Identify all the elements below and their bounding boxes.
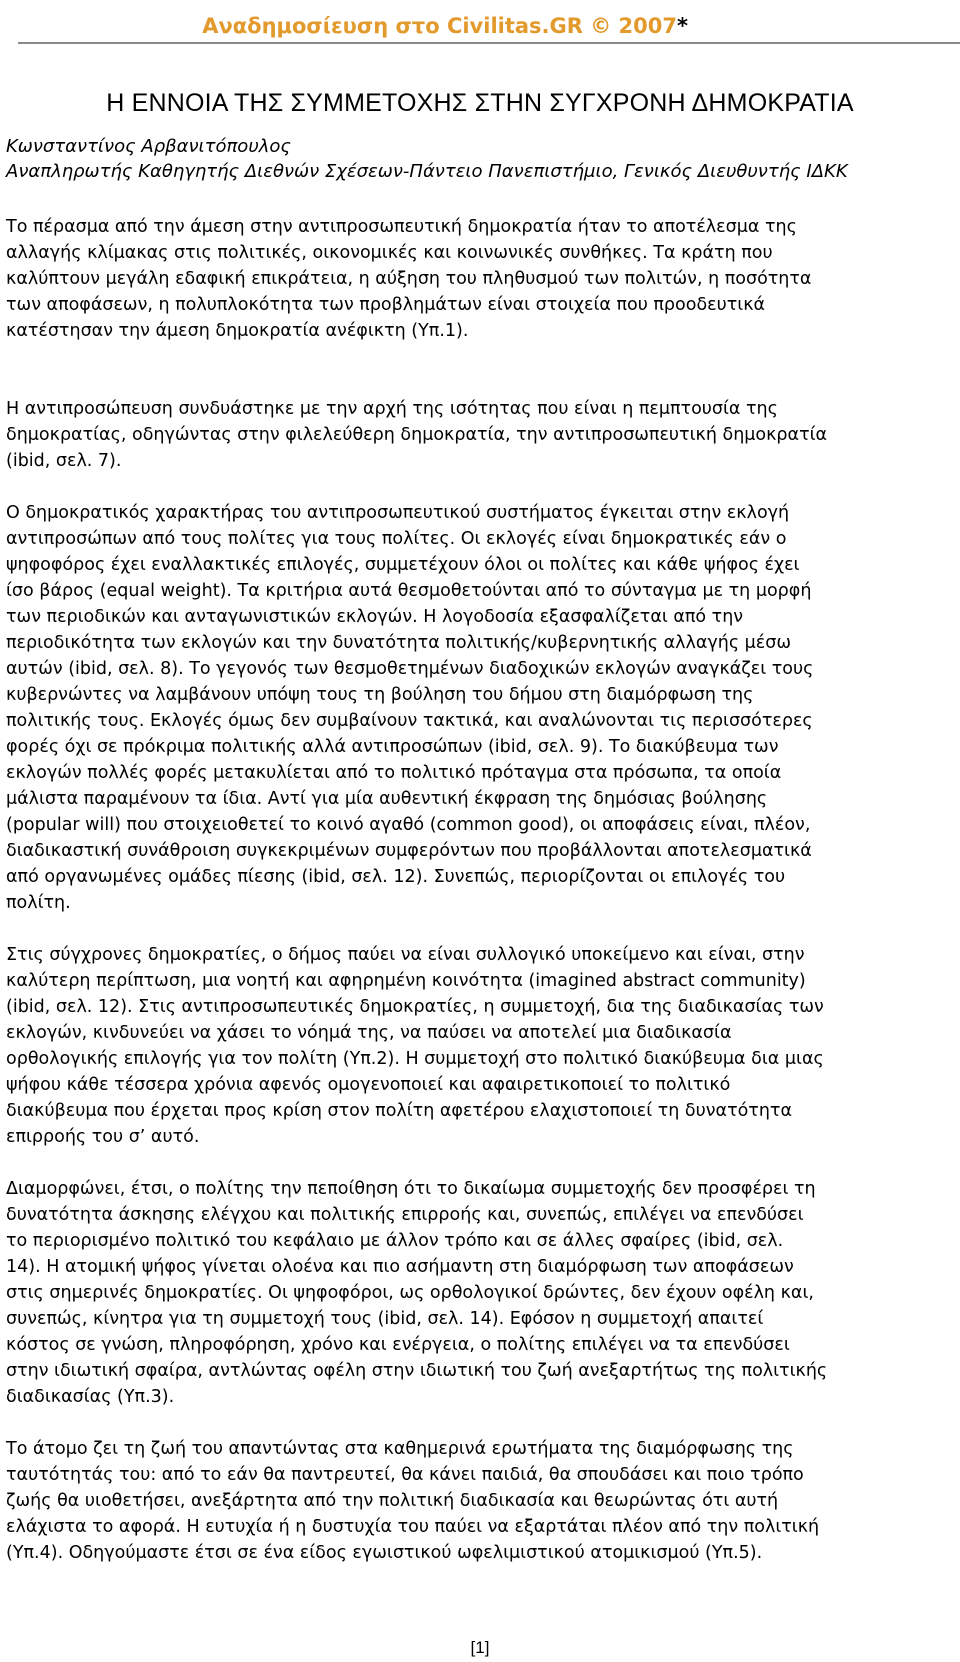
- republication-notice: [202, 14, 688, 38]
- paragraph-line: ίσο βάρος (equal weight). Τα κριτήρια αυτά θεσμοθετούνται από το σύνταγμα με τη μορφή: [6, 581, 812, 601]
- paragraph-line: (Υπ.4). Οδηγούμαστε έτσι σε ένα είδος εγωιστικού ωφελιμιστικού ατομικισμού (Υπ.5).: [6, 1543, 763, 1563]
- paragraph-line: κυβερνώντες να λαμβάνουν υπόψη τους τη βούληση του δήμου στη διαμόρφωση της: [6, 685, 754, 705]
- paragraph-line: καλύπτουν μεγάλη εδαφική επικράτεια, η αύξηση του πληθυσμού των πολιτών, η ποσότητα: [6, 269, 812, 289]
- paragraph: [6, 1176, 936, 1410]
- paragraph-line: (popular will) που στοιχειοθετεί το κοινό αγαθό (common good), οι αποφάσεις είναι, πλέον,: [6, 815, 811, 835]
- header-divider: [18, 42, 960, 44]
- paragraph-line: Στις σύγχρονες δημοκρατίες, ο δήμος παύει να είναι συλλογικό υποκείμενο και είναι, στην: [6, 945, 805, 965]
- paragraph-line: ορθολογικής επιλογής για τον πολίτη (Υπ.2). Η συμμετοχή στο πολιτικό διακύβευμα δια μιας: [6, 1049, 824, 1069]
- paragraph-line: ζωής θα υιοθετήσει, ανεξάρτητα από την πολιτική διαδικασία και θεωρώντας ότι αυτή: [6, 1491, 779, 1511]
- paragraph-line: δημοκρατίας, οδηγώντας στην φιλελεύθερη δημοκρατία, την αντιπροσωπευτική δημοκρατία: [6, 425, 828, 445]
- paragraph-line: μάλιστα παραμένουν τα ίδια. Αντί για μία αυθεντική έκφραση της δημόσιας βούλησης: [6, 789, 768, 809]
- paragraph-line: Η αντιπροσώπευση συνδυάστηκε με την αρχή της ισότητας που είναι η πεμπτουσία της: [6, 399, 778, 419]
- paragraph-line: στις σημερινές δημοκρατίες. Οι ψηφοφόροι, ως ορθολογικοί δρώντες, δεν έχουν οφέλη και,: [6, 1283, 814, 1303]
- article-body: [6, 214, 936, 1566]
- asterisk-mark: *: [677, 14, 688, 38]
- paragraph-line: κατέστησαν την άμεση δημοκρατία ανέφικτη (Υπ.1).: [6, 321, 469, 341]
- paragraph: [6, 396, 936, 474]
- document-title: Η ΕΝΝΟΙΑ ΤΗΣ ΣΥΜΜΕΤΟΧΗΣ ΣΤΗΝ ΣΥΓΧΡΟΝΗ ΔΗΜΟΚΡΑΤΙΑ: [106, 88, 854, 117]
- paragraph-line: επιρροής του σ’ αυτό.: [6, 1127, 200, 1147]
- paragraph: [6, 214, 936, 344]
- paragraph-line: συνεπώς, κίνητρα για τη συμμετοχή τους (ibid, σελ. 14). Εφόσον η συμμετοχή απαιτεί: [6, 1309, 764, 1329]
- paragraph-line: δυνατότητα άσκησης ελέγχου και πολιτικής επιρροής και, συνεπώς, επιλέγει να επενδύσει: [6, 1205, 804, 1225]
- paragraph-line: (ibid, σελ. 12). Στις αντιπροσωπευτικές δημοκρατίες, η συμμετοχή, δια της διαδικασίας των: [6, 997, 824, 1017]
- paragraph-line: περιοδικότητα των εκλογών και την δυνατότητα πολιτικής/κυβερνητικής αλλαγής μέσω: [6, 633, 791, 653]
- site-header: [0, 0, 960, 42]
- paragraph-line: των αποφάσεων, η πολυπλοκότητα των προβλημάτων είναι στοιχεία που προοδευτικά: [6, 295, 766, 315]
- paragraph-line: πολιτικής τους. Εκλογές όμως δεν συμβαίνουν τακτικά, και αναλώνονται τις περισσότερες: [6, 711, 813, 731]
- paragraph-line: το περιορισμένο πολιτικό του κεφάλαιο με άλλον τρόπο και σε άλλες σφαίρες (ibid, σελ.: [6, 1231, 784, 1251]
- paragraph-line: διαδικασίας (Υπ.3).: [6, 1387, 175, 1407]
- author-affiliation: Αναπληρωτής Καθηγητής Διεθνών Σχέσεων-Πάντειο Πανεπιστήμιο, Γενικός Διευθυντής ΙΔΚΚ: [6, 161, 848, 182]
- paragraph-line: ελάχιστα το αφορά. Η ευτυχία ή η δυστυχία του παύει να εξαρτάται πλέον από την πολιτική: [6, 1517, 820, 1537]
- paragraph-line: ψηφοφόρος έχει εναλλακτικές επιλογές, συμμετέχουν όλοι οι πολίτες και κάθε ψήφος έχει: [6, 555, 800, 575]
- paragraph-line: Ο δημοκρατικός χαρακτήρας του αντιπροσωπευτικού συστήματος έγκειται στην εκλογή: [6, 503, 790, 523]
- paragraph: [6, 942, 936, 1150]
- paragraph-line: ταυτότητάς του: από το εάν θα παντρευτεί, θα κάνει παιδιά, θα σπουδάσει και ποιο τρόπο: [6, 1465, 804, 1485]
- paragraph-line: αυτών (ibid, σελ. 8). Το γεγονός των θεσμοθετημένων διαδοχικών εκλογών αναγκάζει τους: [6, 659, 814, 679]
- paragraph-line: καλύτερη περίπτωση, μια νοητή και αφηρημένη κοινότητα (imagined abstract community): [6, 971, 806, 991]
- paragraph: [6, 500, 936, 916]
- paragraph-line: των περιοδικών και ανταγωνιστικών εκλογών. Η λογοδοσία εξασφαλίζεται από την: [6, 607, 744, 627]
- paragraph-line: από οργανωμένες ομάδες πίεσης (ibid, σελ. 12). Συνεπώς, περιορίζονται οι επιλογές του: [6, 867, 786, 887]
- paragraph-line: διαδικαστική συνάθροιση συγκεκριμένων συμφερόντων που προβάλλονται αποτελεσματικά: [6, 841, 812, 861]
- paragraph-line: φορές όχι σε πρόκριμα πολιτικής αλλά αντιπροσώπων (ibid, σελ. 9). Το διακύβευμα των: [6, 737, 779, 757]
- paragraph-line: στην ιδιωτική σφαίρα, αντλώντας οφέλη στην ιδιωτική του ζωή ανεξαρτήτως της πολιτικής: [6, 1361, 828, 1381]
- republication-text: Αναδημοσίευση στο Civilitas.GR © 2007: [202, 14, 678, 38]
- page-number: [1]: [470, 1638, 490, 1657]
- author-block: [6, 134, 848, 184]
- paragraph-line: διακύβευμα που έρχεται προς κρίση στον πολίτη αφετέρου ελαχιστοποιεί τη δυνατότητα: [6, 1101, 793, 1121]
- paragraph-line: αλλαγής κλίμακας στις πολιτικές, οικονομικές και κοινωνικές συνθήκες. Τα κράτη που: [6, 243, 773, 263]
- paragraph-line: εκλογών πολλές φορές μετακυλίεται από το πολιτικό πρόταγμα στα πρόσωπα, τα οποία: [6, 763, 782, 783]
- paragraph: [6, 1436, 936, 1566]
- paragraph-line: Το πέρασμα από την άμεση στην αντιπροσωπευτική δημοκρατία ήταν το αποτέλεσμα της: [6, 217, 797, 237]
- paragraph-line: 14). Η ατομική ψήφος γίνεται ολοένα και πιο ασήμαντη στη διαμόρφωση των αποφάσεων: [6, 1257, 794, 1277]
- paragraph-line: εκλογών, κινδυνεύει να χάσει το νόημά της, να παύσει να αποτελεί μια διαδικασία: [6, 1023, 732, 1043]
- paragraph-line: Το άτομο ζει τη ζωή του απαντώντας στα καθημερινά ερωτήματα της διαμόρφωσης της: [6, 1439, 794, 1459]
- paragraph-line: κόστος σε γνώση, πληροφόρηση, χρόνο και ενέργεια, ο πολίτης επιλέγει να τα επενδύσει: [6, 1335, 790, 1355]
- paragraph-line: Διαμορφώνει, έτσι, ο πολίτης την πεποίθηση ότι το δικαίωμα συμμετοχής δεν προσφέρει τη: [6, 1179, 816, 1199]
- paragraph-line: αντιπροσώπων από τους πολίτες για τους πολίτες. Οι εκλογές είναι δημοκρατικές εάν ο: [6, 529, 787, 549]
- paragraph-line: πολίτη.: [6, 893, 71, 913]
- paragraph-line: ψήφου κάθε τέσσερα χρόνια αφενός ομογενοποιεί και αφαιρετικοποιεί το πολιτικό: [6, 1075, 731, 1095]
- author-name: Κωνσταντίνος Αρβανιτόπουλος: [6, 136, 291, 157]
- paragraph-line: (ibid, σελ. 7).: [6, 451, 122, 471]
